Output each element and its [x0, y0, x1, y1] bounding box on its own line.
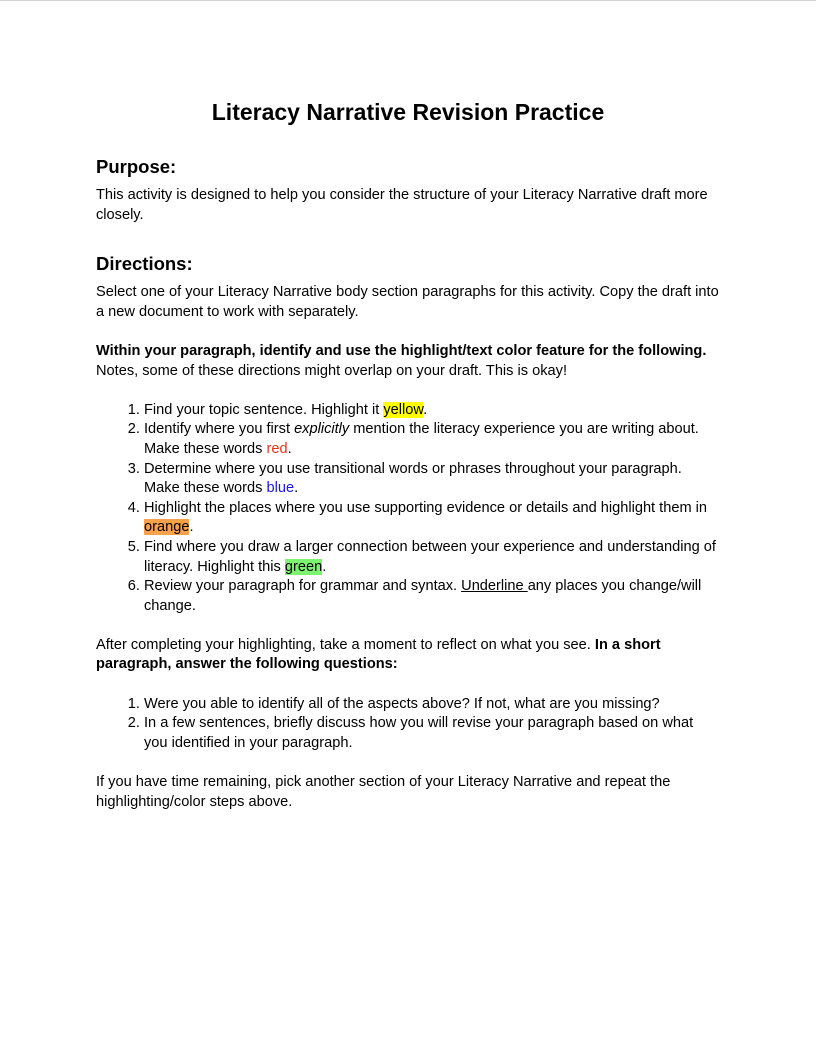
- page-top-border: [0, 0, 816, 1]
- list-item: [144, 499, 720, 538]
- purpose-heading: Purpose:: [96, 156, 177, 177]
- yellow-highlight-word: yellow: [383, 401, 424, 418]
- list-item: [144, 420, 720, 459]
- step-text: Highlight the places where you use supporting evidence or details and highlight them in: [144, 499, 708, 516]
- document-title: Literacy Narrative Revision Practice: [211, 99, 605, 125]
- step-text: Find your topic sentence. Highlight it: [144, 401, 384, 418]
- list-item: [144, 401, 720, 421]
- closing-paragraph: If you have time remaining, pick another section of your Literacy Narrative and repeat the highlighting/color steps above.: [96, 774, 671, 810]
- list-item: [144, 460, 720, 499]
- directions-heading: Directions:: [96, 253, 193, 275]
- step-text-end: .: [294, 480, 299, 497]
- step-text-end: .: [189, 519, 194, 536]
- instruction-note: Notes, some of these directions might overlap on your draft. This is okay!: [96, 362, 568, 379]
- purpose-text: This activity is designed to help you consider the structure of your Literacy Narrative draft more closely.: [96, 187, 708, 223]
- step-text: Find where you draw a larger connection between your experience and understanding of literacy. Highlight this: [144, 538, 716, 575]
- orange-highlight-word: orange: [144, 519, 190, 536]
- step-text: Review your paragraph for grammar and syntax.: [144, 578, 462, 595]
- explicitly-emphasis: explicitly: [294, 421, 350, 438]
- step-text-end: .: [322, 558, 327, 575]
- reflection-bold: In a short paragraph, answer the following questions:: [96, 636, 661, 673]
- questions-list: [96, 695, 720, 754]
- step-text-end: any places you change/will change.: [144, 578, 702, 614]
- red-text-word: red: [266, 440, 288, 457]
- list-item: 1. Were you able to identify all of the aspects above? If not, what are you missing?: [144, 695, 720, 715]
- document-page: [96, 96, 720, 812]
- step-text: Determine where you use transitional words or phrases throughout your paragraph. Make these words: [144, 460, 682, 497]
- directions-intro: Select one of your Literacy Narrative body section paragraphs for this activity. Copy the draft into a new document to work with separately.: [96, 284, 719, 320]
- steps-list: [96, 401, 720, 617]
- reflection-text: After completing your highlighting, take a moment to reflect on what you see.: [96, 636, 595, 653]
- green-highlight-word: green: [284, 558, 323, 575]
- step-text: Identify where you first: [144, 421, 295, 438]
- blue-text-word: blue: [266, 480, 295, 497]
- instruction-bold: Within your paragraph, identify and use the highlight/text color feature for the following.: [96, 342, 707, 359]
- step-text-end: .: [287, 440, 292, 457]
- list-item: [144, 577, 720, 616]
- list-item: 2. In a few sentences, briefly discuss how you will revise your paragraph based on what you identified in your paragraph.: [144, 714, 720, 753]
- step-text-middle: mention the literacy experience you are writing about. Make these words: [144, 421, 699, 457]
- list-item: [144, 538, 720, 577]
- directions-instruction: [96, 342, 720, 381]
- reflection-paragraph: [96, 636, 720, 675]
- underline-word: Underline: [461, 578, 528, 595]
- step-text-end: .: [423, 401, 428, 418]
